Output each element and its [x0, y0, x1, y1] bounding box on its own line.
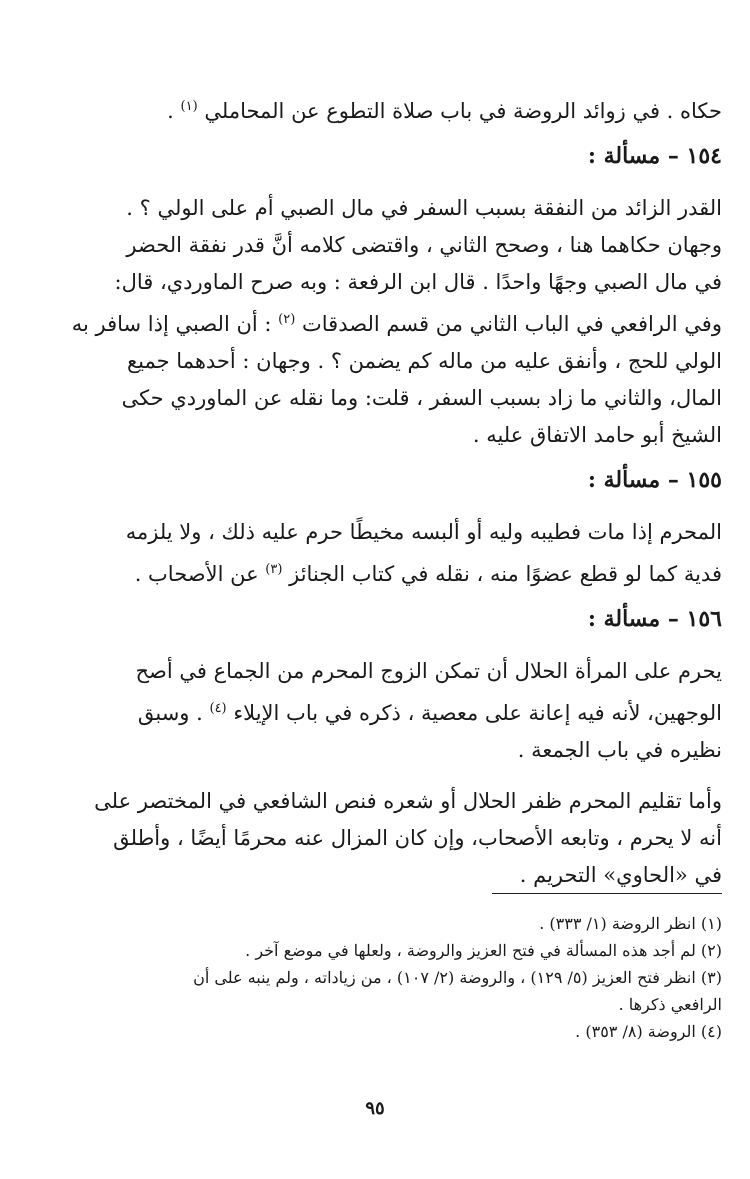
text-line: المحرم إذا مات فطيبه وليه أو ألبسه مخيطًا حرم عليه ذلك ، ولا يلزمه	[125, 520, 722, 544]
paragraph-155	[96, 514, 722, 593]
line-text: الوجهين، لأنه فيه إعانة على معصية ، ذكره في باب الإيلاء	[233, 701, 722, 725]
text-line: المال، والثاني ما زاد بسبب السفر ، قلت: وما نقله عن الماوردي حكى	[121, 386, 722, 410]
line-text: فدية كما لو قطع عضوًا منه ، نقله في كتاب الجنائز	[289, 562, 722, 586]
page-number: ٩٥	[365, 1098, 385, 1119]
text-line: نظيره في باب الجمعة .	[517, 738, 722, 762]
text-line	[96, 551, 722, 593]
footnote-ref-4: (٤)	[209, 701, 227, 716]
text-line: وأما تقليم المحرم ظفر الحلال أو شعره فنص الشافعي في المختصر على	[94, 789, 722, 813]
line-tail: عن الأصحاب .	[134, 562, 259, 586]
page-body	[71, 88, 722, 1045]
line-text: وفي الرافعي في الباب الثاني من قسم الصدقات	[302, 312, 722, 336]
footnote-3: (٣) انظر فتح العزيز (٥/ ١٢٩) ، والروضة (٢/ ١٠٧) ، من زياداته ، ولم ينبه على أن	[193, 968, 722, 987]
footnote-3-cont: الرافعي ذكرها .	[618, 995, 722, 1014]
intro-line	[96, 88, 722, 130]
intro-text: حكاه . في زوائد الروضة في باب صلاة التطوع عن المحاملي	[204, 99, 722, 123]
text-line: الولي للحج ، وأنفق عليه من ماله كم يضمن ؟ . وجهان : أحدهما جميع	[126, 349, 722, 373]
footnote-ref-1: (١)	[180, 99, 198, 114]
text-line: أنه لا يحرم ، وتابعه الأصحاب، وإن كان المزال عنه محرمًا أيضًا ، وأطلق	[113, 826, 722, 850]
text-line: القدر الزائد من النفقة بسبب السفر في مال الصبي أم على الولي ؟ .	[126, 196, 722, 220]
footnote-separator	[492, 893, 722, 894]
intro-tail: .	[167, 99, 174, 123]
line-tail: : أن الصبي إذا سافر به	[71, 312, 272, 336]
line-tail: . وسبق	[137, 701, 203, 725]
text-line: يحرم على المرأة الحلال أن تمكن الزوج المحرم من الجماع في أصح	[135, 659, 722, 683]
footnotes	[96, 910, 722, 1045]
section-heading-154: ١٥٤ – مسألة :	[587, 143, 722, 169]
text-line: الشيخ أبو حامد الاتفاق عليه .	[472, 423, 722, 447]
footnote-2: (٢) لم أجد هذه المسألة في فتح العزيز والروضة ، ولعلها في موضع آخر .	[245, 941, 722, 960]
paragraph-154	[71, 190, 722, 454]
text-line	[96, 690, 722, 732]
text-line	[96, 857, 722, 894]
text-line: في مال الصبي وجهًا واحدًا . قال ابن الرفعة : وبه صرح الماوردي، قال:	[114, 270, 722, 294]
section-heading-156: ١٥٦ – مسألة :	[587, 606, 722, 632]
paragraph-156-b	[96, 783, 722, 894]
footnote-ref-3: (٣)	[265, 562, 283, 577]
footnote-ref-2: (٢)	[278, 312, 296, 327]
text-line: وجهان حكاهما هنا ، وصحح الثاني ، واقتضى كلامه أنَّ قدر نفقة الحضر	[126, 233, 722, 257]
section-heading-155: ١٥٥ – مسألة :	[587, 467, 722, 493]
footnote-1: (١) انظر الروضة (١/ ٣٣٣) .	[539, 914, 722, 933]
paragraph-156-a	[96, 653, 722, 769]
text-line	[71, 301, 722, 343]
footnote-4: (٤) الروضة (٨/ ٣٥٣) .	[575, 1022, 722, 1041]
line-text: في «الحاوي» التحريم .	[519, 863, 722, 887]
